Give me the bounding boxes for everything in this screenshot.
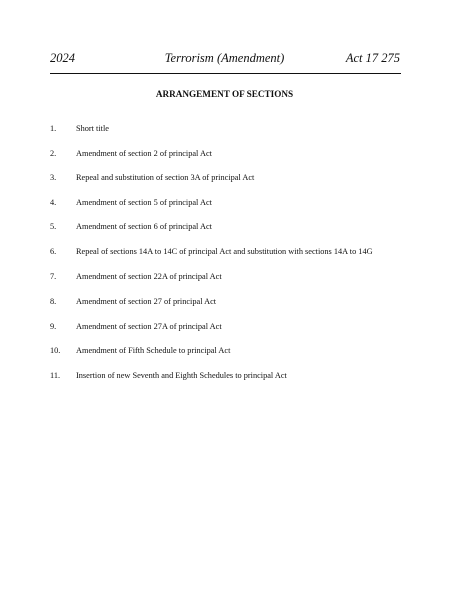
- section-number: 8.: [50, 297, 57, 307]
- section-item-5: [50, 222, 405, 232]
- section-title: Short title: [76, 124, 109, 133]
- section-number: 4.: [50, 197, 57, 207]
- running-header: [0, 51, 449, 71]
- section-item-4: [50, 198, 405, 208]
- section-number: 10.: [50, 346, 61, 356]
- section-item-10: [50, 346, 405, 356]
- section-title: Insertion of new Seventh and Eighth Schedules to principal Act: [76, 370, 287, 380]
- header-title: Terrorism (Amendment): [164, 51, 285, 65]
- section-item-7: [50, 272, 405, 282]
- section-number: 9.: [50, 321, 57, 331]
- sections-list: [50, 124, 405, 395]
- section-number: 7.: [50, 272, 57, 282]
- section-title: Amendment of section 22A of principal Act: [76, 272, 222, 282]
- section-number: 1.: [50, 124, 57, 133]
- section-number: 6.: [50, 246, 57, 256]
- section-item-1: [50, 124, 405, 134]
- section-number: 3.: [50, 173, 57, 183]
- section-number: 11.: [50, 370, 61, 380]
- header-act-number: Act 17 275: [345, 51, 400, 65]
- section-item-3: [50, 173, 405, 183]
- section-title: Amendment of section 5 of principal Act: [76, 197, 212, 207]
- section-item-6: [50, 247, 405, 257]
- header-year: 2024: [50, 51, 75, 65]
- section-item-11: [50, 371, 405, 381]
- section-title: Repeal and substitution of section 3A of principal Act: [76, 173, 255, 183]
- section-title: Amendment of section 6 of principal Act: [76, 222, 212, 232]
- section-item-8: [50, 297, 405, 307]
- section-number: 5.: [50, 222, 57, 232]
- section-title: Amendment of section 2 of principal Act: [76, 148, 212, 158]
- section-title: Amendment of section 27 of principal Act: [76, 297, 217, 307]
- arrangement-heading: ARRANGEMENT OF SECTIONS: [155, 89, 294, 99]
- section-title: Amendment of Fifth Schedule to principal Act: [76, 346, 231, 356]
- section-title: Repeal of sections 14A to 14C of principal Act and substitution with sections 14A to 14G: [76, 246, 373, 256]
- section-item-9: [50, 322, 405, 332]
- section-number: 2.: [50, 148, 57, 158]
- header-rule: [50, 73, 401, 74]
- section-item-2: [50, 149, 405, 159]
- section-title: Amendment of section 27A of principal Act: [76, 321, 222, 331]
